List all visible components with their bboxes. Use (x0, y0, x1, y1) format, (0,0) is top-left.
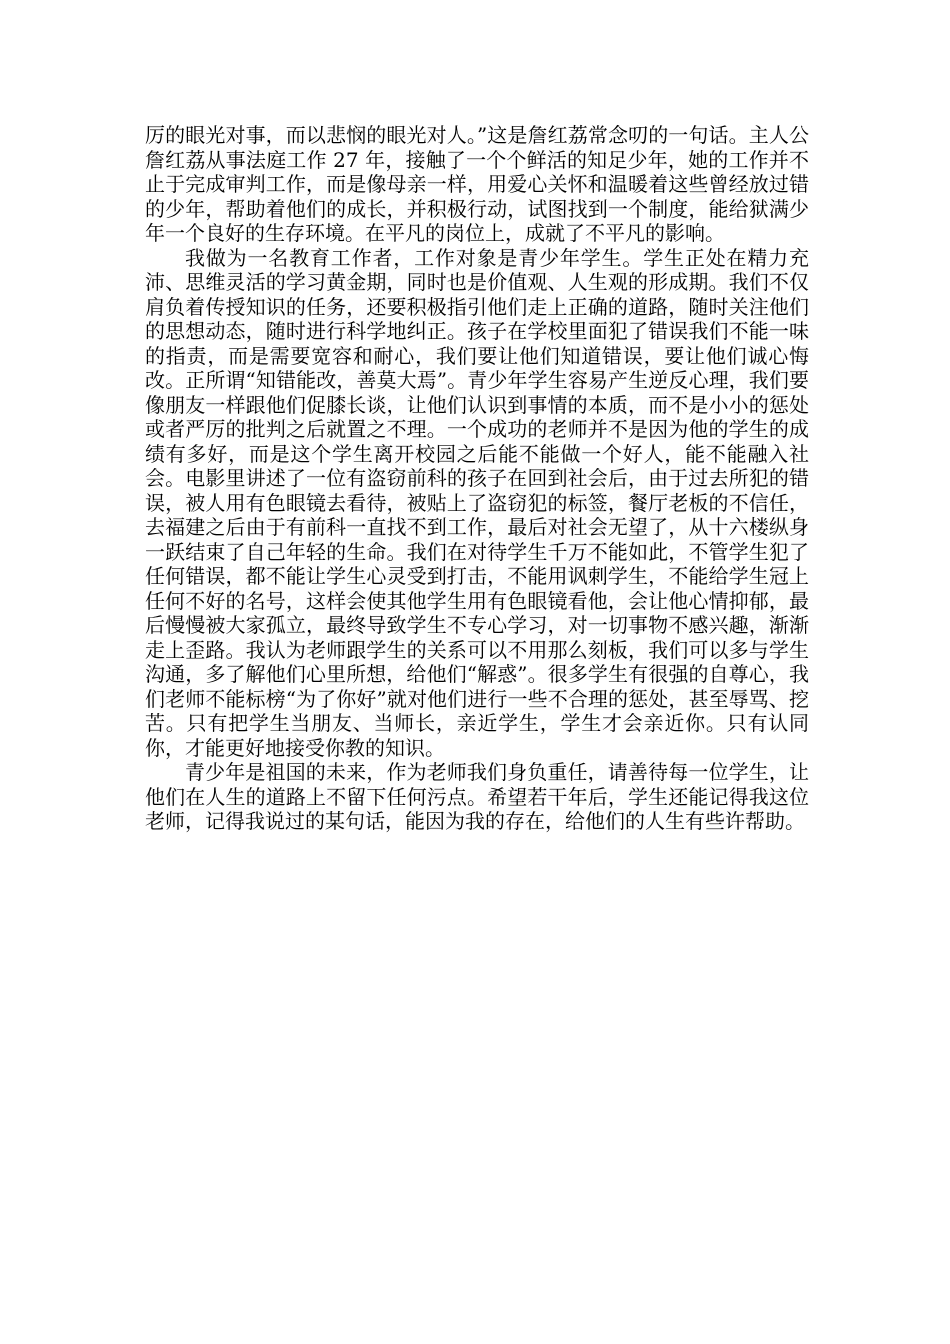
paragraph-teacher-reflection: 我做为一名教育工作者，工作对象是青少年学生。学生正处在精力充沛、思维灵活的学习黄金期，同时也是价值观、人生观的形成期。我们不仅肩负着传授知识的任务，还要积极指引他们走上正确的道路，随时关注他们的思想动态，随时进行科学地纠正。孩子在学校里面犯了错误我们不能一味的指责，而是需要宽容和耐心，我们要让他们知道错误，要让他们诚心悔改。正所谓“知错能改，善莫大焉”。青少年学生容易产生逆反心理，我们要像朋友一样跟他们促膝长谈，让他们认识到事情的本质，而不是小小的惩处或者严厉的批判之后就置之不理。一个成功的老师并不是因为他的学生的成绩有多好，而是这个学生离开校园之后能不能做一个好人，能不能融入社会。电影里讲述了一位有盗窃前科的孩子在回到社会后，由于过去所犯的错误，被人用有色眼镜去看待，被贴上了盗窃犯的标签，餐厅老板的不信任，去福建之后由于有前科一直找不到工作，最后对社会无望了，从十六楼纵身一跃结束了自己年轻的生命。我们在对待学生千万不能如此，不管学生犯了任何错误，都不能让学生心灵受到打击，不能用讽刺学生，不能给学生冠上任何不好的名号，这样会使其他学生用有色眼镜看他，会让他心情抑郁，最后慢慢被大家孤立，最终导致学生不专心学习，对一切事物不感兴趣，渐渐走上歪路。我认为老师跟学生的关系可以不用那么刻板，我们可以多与学生沟通，多了解他们心里所想，给他们“解惑”。很多学生有很强的自尊心，我们老师不能标榜“为了你好”就对他们进行一些不合理的惩处，甚至辱骂、挖苦。只有把学生当朋友、当师长，亲近学生，学生才会亲近你。只有认同你，才能更好地接受你教的知识。 (145, 245, 809, 760)
paragraph-continuation: 厉的眼光对事，而以悲悯的眼光对人。”这是詹红荔常念叨的一句话。主人公詹红荔从事法庭工作 27 年，接触了一个个鲜活的知足少年，她的工作并不止于完成审判工作，而是像母亲一样，用爱心关怀和温暖着这些曾经放过错的少年，帮助着他们的成长，并积极行动，试图找到一个制度，能给狱满少年一个良好的生存环境。在平凡的岗位上，成就了不平凡的影响。 (145, 123, 809, 245)
body-text (145, 123, 809, 834)
paragraph-conclusion: 青少年是祖国的未来，作为老师我们身负重任，请善待每一位学生，让他们在人生的道路上不留下任何污点。希望若干年后，学生还能记得我这位老师，记得我说过的某句话，能因为我的存在，给他们的人生有些许帮助。 (145, 760, 809, 833)
